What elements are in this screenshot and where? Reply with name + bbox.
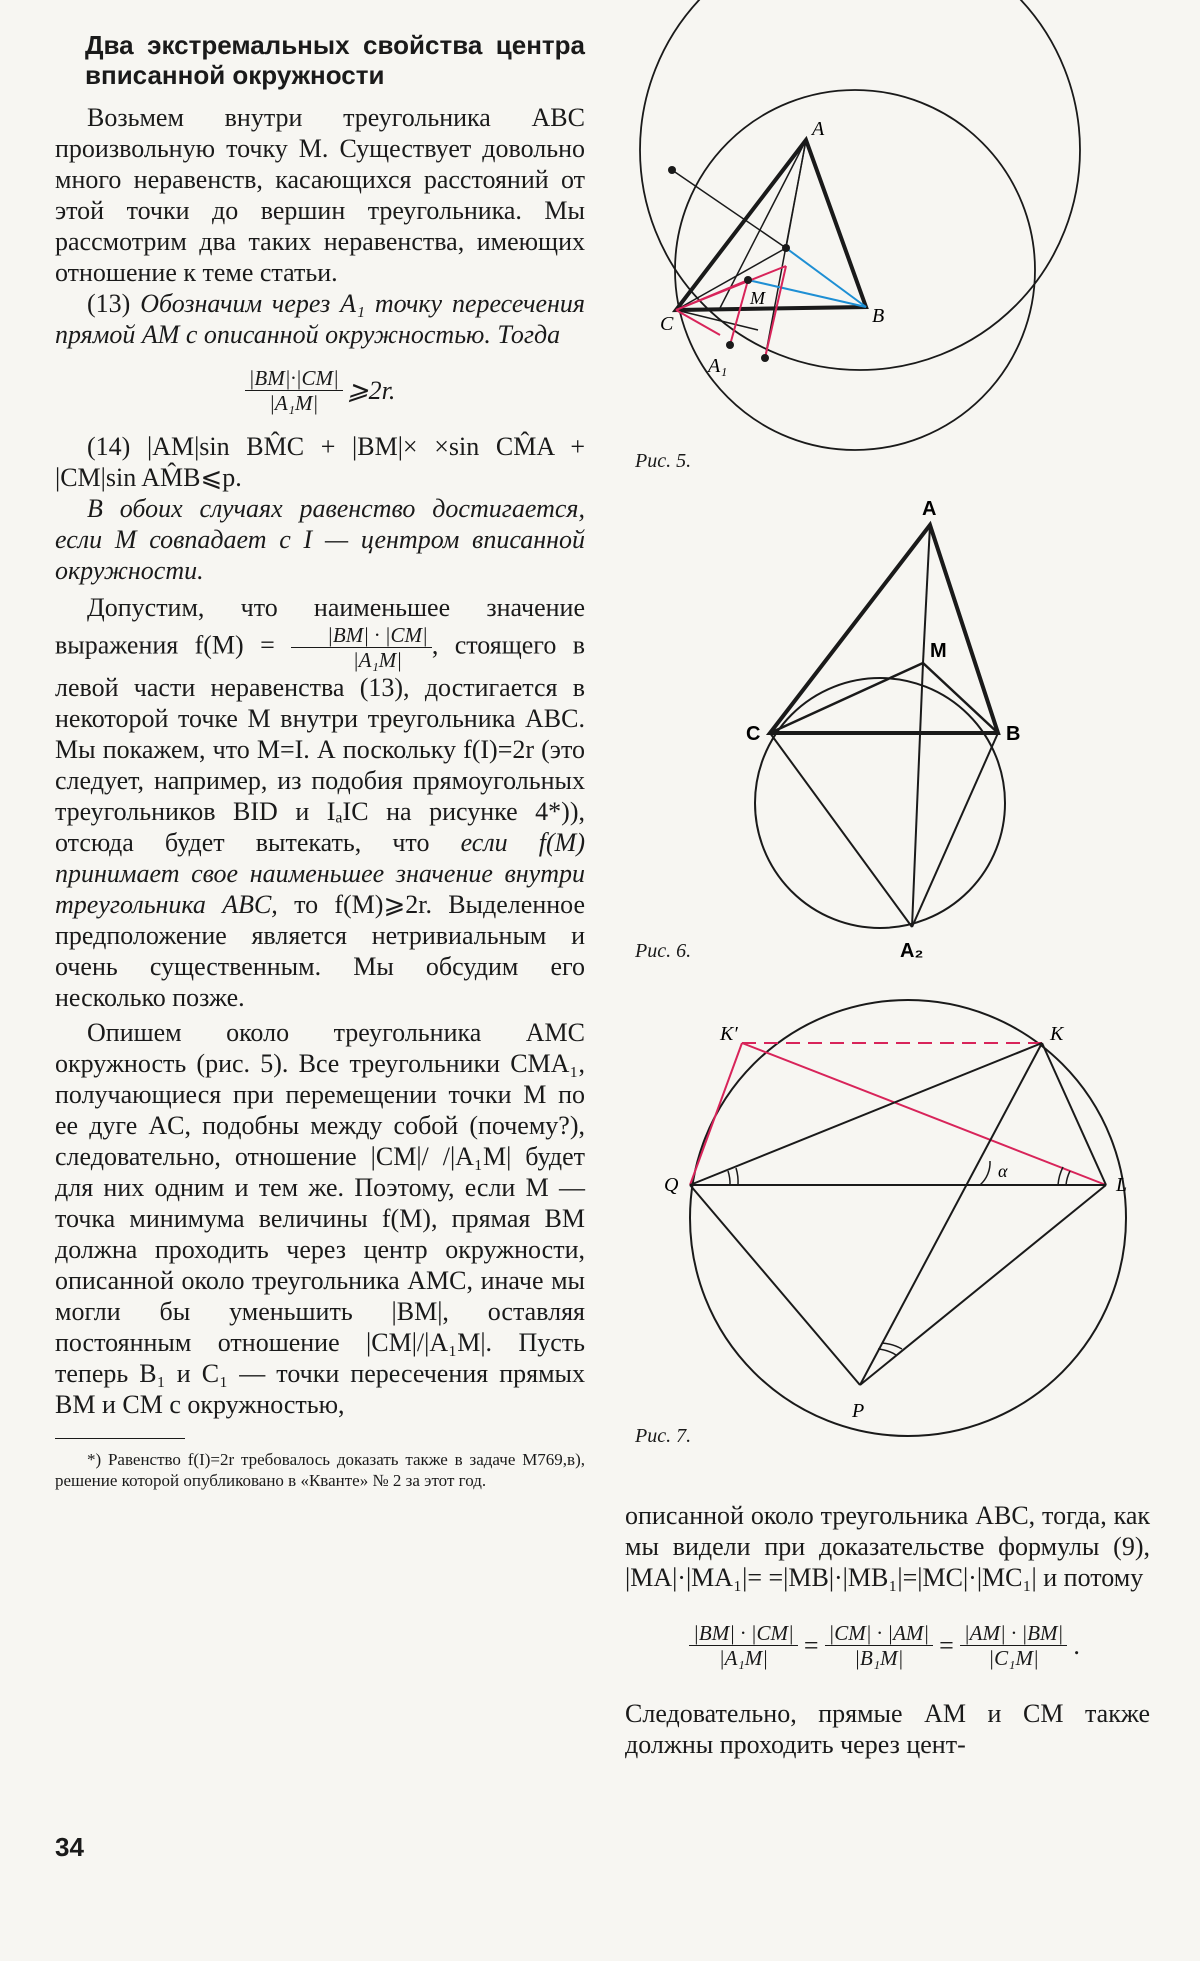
- paragraph-1: Возьмем внутри треугольника ABC произвольную точку M. Существует довольно много неравенств, касающихся расстояний от этой точки до вершин треугольника. Мы рассмотрим два таких неравенства, имеющих отношение к теме статьи.: [55, 103, 585, 287]
- right-paragraph-2: Следовательно, прямые AM и CM также должны проходить через цент-: [625, 1699, 1150, 1759]
- page-number: 34: [55, 1832, 84, 1862]
- ratio-2-numerator: |CM| · |AM|: [825, 1621, 934, 1646]
- fig7-label-q: Q: [664, 1174, 679, 1196]
- paragraph-5-italic: если f(M) принимает свое наименьшее значение внутри треугольника ABC,: [55, 828, 585, 919]
- fig5-label-b: B: [872, 305, 885, 327]
- formula-13-denominator: |A₁M|: [269, 391, 319, 415]
- fig7-label-alpha: α: [998, 1161, 1008, 1181]
- equals-sign-1: =: [803, 1631, 819, 1660]
- paragraph-5-numerator: |BM| · |CM|: [291, 623, 432, 648]
- statement-13-number: (13): [87, 289, 131, 318]
- statement-13-text: Обозначим через A₁ точку пересечения прямой AM с описанной окружностью. Тогда: [55, 289, 586, 349]
- fig7-circle: [690, 1000, 1126, 1436]
- footnote-rule: [55, 1438, 185, 1439]
- formula-end-period: .: [1073, 1631, 1080, 1660]
- statement-13: [55, 288, 585, 350]
- fig6-line-ba2: [912, 733, 998, 927]
- ratio-3-denominator: |C₁M|: [988, 1646, 1039, 1670]
- ratio-1-numerator: |BM| · |CM|: [689, 1621, 798, 1646]
- fig5-line-c2: [676, 310, 758, 330]
- fig7-label-k1: K′: [720, 1023, 738, 1045]
- paragraph-equality: В обоих случаях равенство достигается, если M совпадает с I — центром вписанной окружности.: [55, 494, 585, 585]
- fig7-angle-l2: [1058, 1167, 1063, 1185]
- fig6-line-mc: [770, 663, 923, 733]
- fig7-angle-p: [878, 1349, 896, 1355]
- fig7-angle-alpha: [980, 1161, 990, 1185]
- fig7-red-kq: [690, 1043, 742, 1185]
- paragraph-5-start: Допустим, что наименьшее значение выражения f(M) =: [55, 593, 585, 660]
- paragraph-5: Допустим, что наименьшее значение выражения f(M) = $\frac{|BM| \cdot |CM|}{\text{|A₁M|}}$ , стоящего в левой части неравенства (13), достигается в некоторой точке M внутри треугольника ABC. Мы покажем, что M=I. А поскольку f(I)=2r (это следует, например, из подобия прямоугольных треугольников BID и IₐIC на рисунке 4*)), отсюда будет вытекать, что если f(M) принимает свое наименьшее значение внутри треугольника ABC, то f(M)⩾2r. Выделенное предположение является нетривиальным и очень существенным. Мы обсудим его несколько позже.: [55, 593, 585, 1012]
- fig6-line-am: [923, 525, 930, 663]
- paragraph-5-end: то f(M)⩾2r. Выделенное предположение является нетривиальным и очень существенным. Мы обсудим его несколько позже.: [55, 890, 585, 1012]
- fig5-dot-1: [782, 244, 790, 252]
- fig5-line-c: [676, 248, 786, 310]
- fig6-label-m: M: [930, 640, 947, 662]
- fig6-label-a2: A₂: [900, 940, 924, 962]
- fig7-line-kp: [860, 1043, 1042, 1385]
- fig5-center-dot: [668, 166, 676, 174]
- formula-13-fraction: [245, 366, 343, 415]
- figure-6: [740, 495, 1020, 965]
- fig5-label-a1: A₁: [708, 355, 728, 377]
- fig7-label-p: P: [852, 1400, 865, 1422]
- fig7-label-k: K: [1050, 1023, 1064, 1045]
- ratio-1-denominator: |A₁M|: [718, 1646, 769, 1670]
- fig6-label-c: C: [746, 723, 761, 745]
- right-column: [625, 1500, 1150, 1760]
- fig5-label-m: M: [750, 288, 765, 308]
- formula-13: [55, 366, 585, 415]
- fig7-line-lp: [860, 1185, 1106, 1385]
- ratio-1: [689, 1621, 798, 1670]
- fig5-red-line-4: [730, 280, 748, 345]
- fig5-red-line-5: [765, 266, 786, 358]
- fig5-circumcircle: [675, 90, 1035, 450]
- figure-7: [650, 985, 1150, 1455]
- fig7-angle-l: [1066, 1171, 1070, 1185]
- fig7-angle-q2: [736, 1168, 738, 1185]
- ratio-2: [825, 1621, 934, 1670]
- equals-sign-2: =: [939, 1631, 954, 1660]
- figure-5: [620, 0, 1180, 470]
- fig7-line-qk: [690, 1043, 1042, 1185]
- caption-fig6: Рис. 6.: [635, 940, 692, 962]
- paragraph-6: Опишем около треугольника AMC окружность (рис. 5). Все треугольники CMA₁, получающиеся при перемещении точки M по ее дуге AC, подобны между собой (почему?), следовательно, отношение |CM|/ /|A₁M| будет для них одним и тем же. Поэтому, если M — точка минимума величины f(M), прямая BM должна проходить через центр окружности, описанной около треугольника AMC, иначе мы могли бы уменьшить |BM|, оставляя постоянным отношение |CM|/|A₁M|. Пусть теперь B₁ и C₁ — точки пересечения прямых BM и CM с окружностью,: [55, 1018, 585, 1419]
- fig7-label-l: L: [1116, 1174, 1128, 1196]
- formula-13-numerator: |BM|·|CM|: [245, 366, 343, 391]
- caption-fig5: Рис. 5.: [635, 450, 692, 472]
- fig5-label-a: A: [812, 118, 825, 140]
- fig6-line-ma2: [912, 663, 923, 927]
- fig5-dot-a1: [726, 341, 734, 349]
- left-column: [55, 30, 585, 1491]
- fig5-dot-2: [761, 354, 769, 362]
- fig7-angle-p2: [882, 1343, 902, 1349]
- fig6-label-a: A: [922, 498, 937, 520]
- fig6-line-ca2: [770, 733, 912, 927]
- paragraph-5-middle: стоящего в левой части неравенства (13), достигается в некоторой точке M внутри треугольника ABC. Мы покажем, что M=I. А поскольку f(I)=2r (это следует, например, из подобия прямоугольных треугольников BID и IₐIC на рисунке 4*)), отсюда будет вытекать, что: [55, 630, 585, 857]
- paragraph-5-denominator: |A₁M|: [352, 648, 403, 672]
- section-heading: Два экстремальных свойства центра вписанной окружности: [85, 30, 585, 90]
- right-paragraph-1: описанной около треугольника ABC, тогда, как мы видели при доказательстве формулы (9), |MA|·|MA₁|= =|MB|·|MB₁|=|MC|·|MC₁| и потому: [625, 1501, 1150, 1592]
- fig5-dot-m: [744, 276, 752, 284]
- fig7-angle-q: [728, 1171, 730, 1185]
- ratio-3-numerator: |AM| · |BM|: [960, 1621, 1067, 1646]
- formula-ratio-chain: [625, 1621, 1150, 1670]
- formula-13-rhs: ⩾2r.: [346, 376, 396, 405]
- fig6-label-b: B: [1006, 723, 1020, 745]
- fig5-radius-line: [672, 170, 786, 248]
- paragraph-5-fraction: [291, 623, 432, 672]
- footnote: *) Равенство f(I)=2r требовалось доказать также в задаче М769,в), решение которой опубликовано в «Кванте» № 2 за этот год.: [55, 1450, 585, 1490]
- ratio-2-denominator: |B₁M|: [854, 1646, 904, 1670]
- statement-14: (14) |AM|sin BM̂C + |BM|× ×sin CM̂A + |CM|sin AM̂B⩽p.: [55, 432, 585, 492]
- fig5-label-c: C: [660, 313, 674, 335]
- ratio-3: [960, 1621, 1067, 1670]
- fig7-line-qp: [690, 1185, 860, 1385]
- caption-fig7: Рис. 7.: [635, 1425, 692, 1447]
